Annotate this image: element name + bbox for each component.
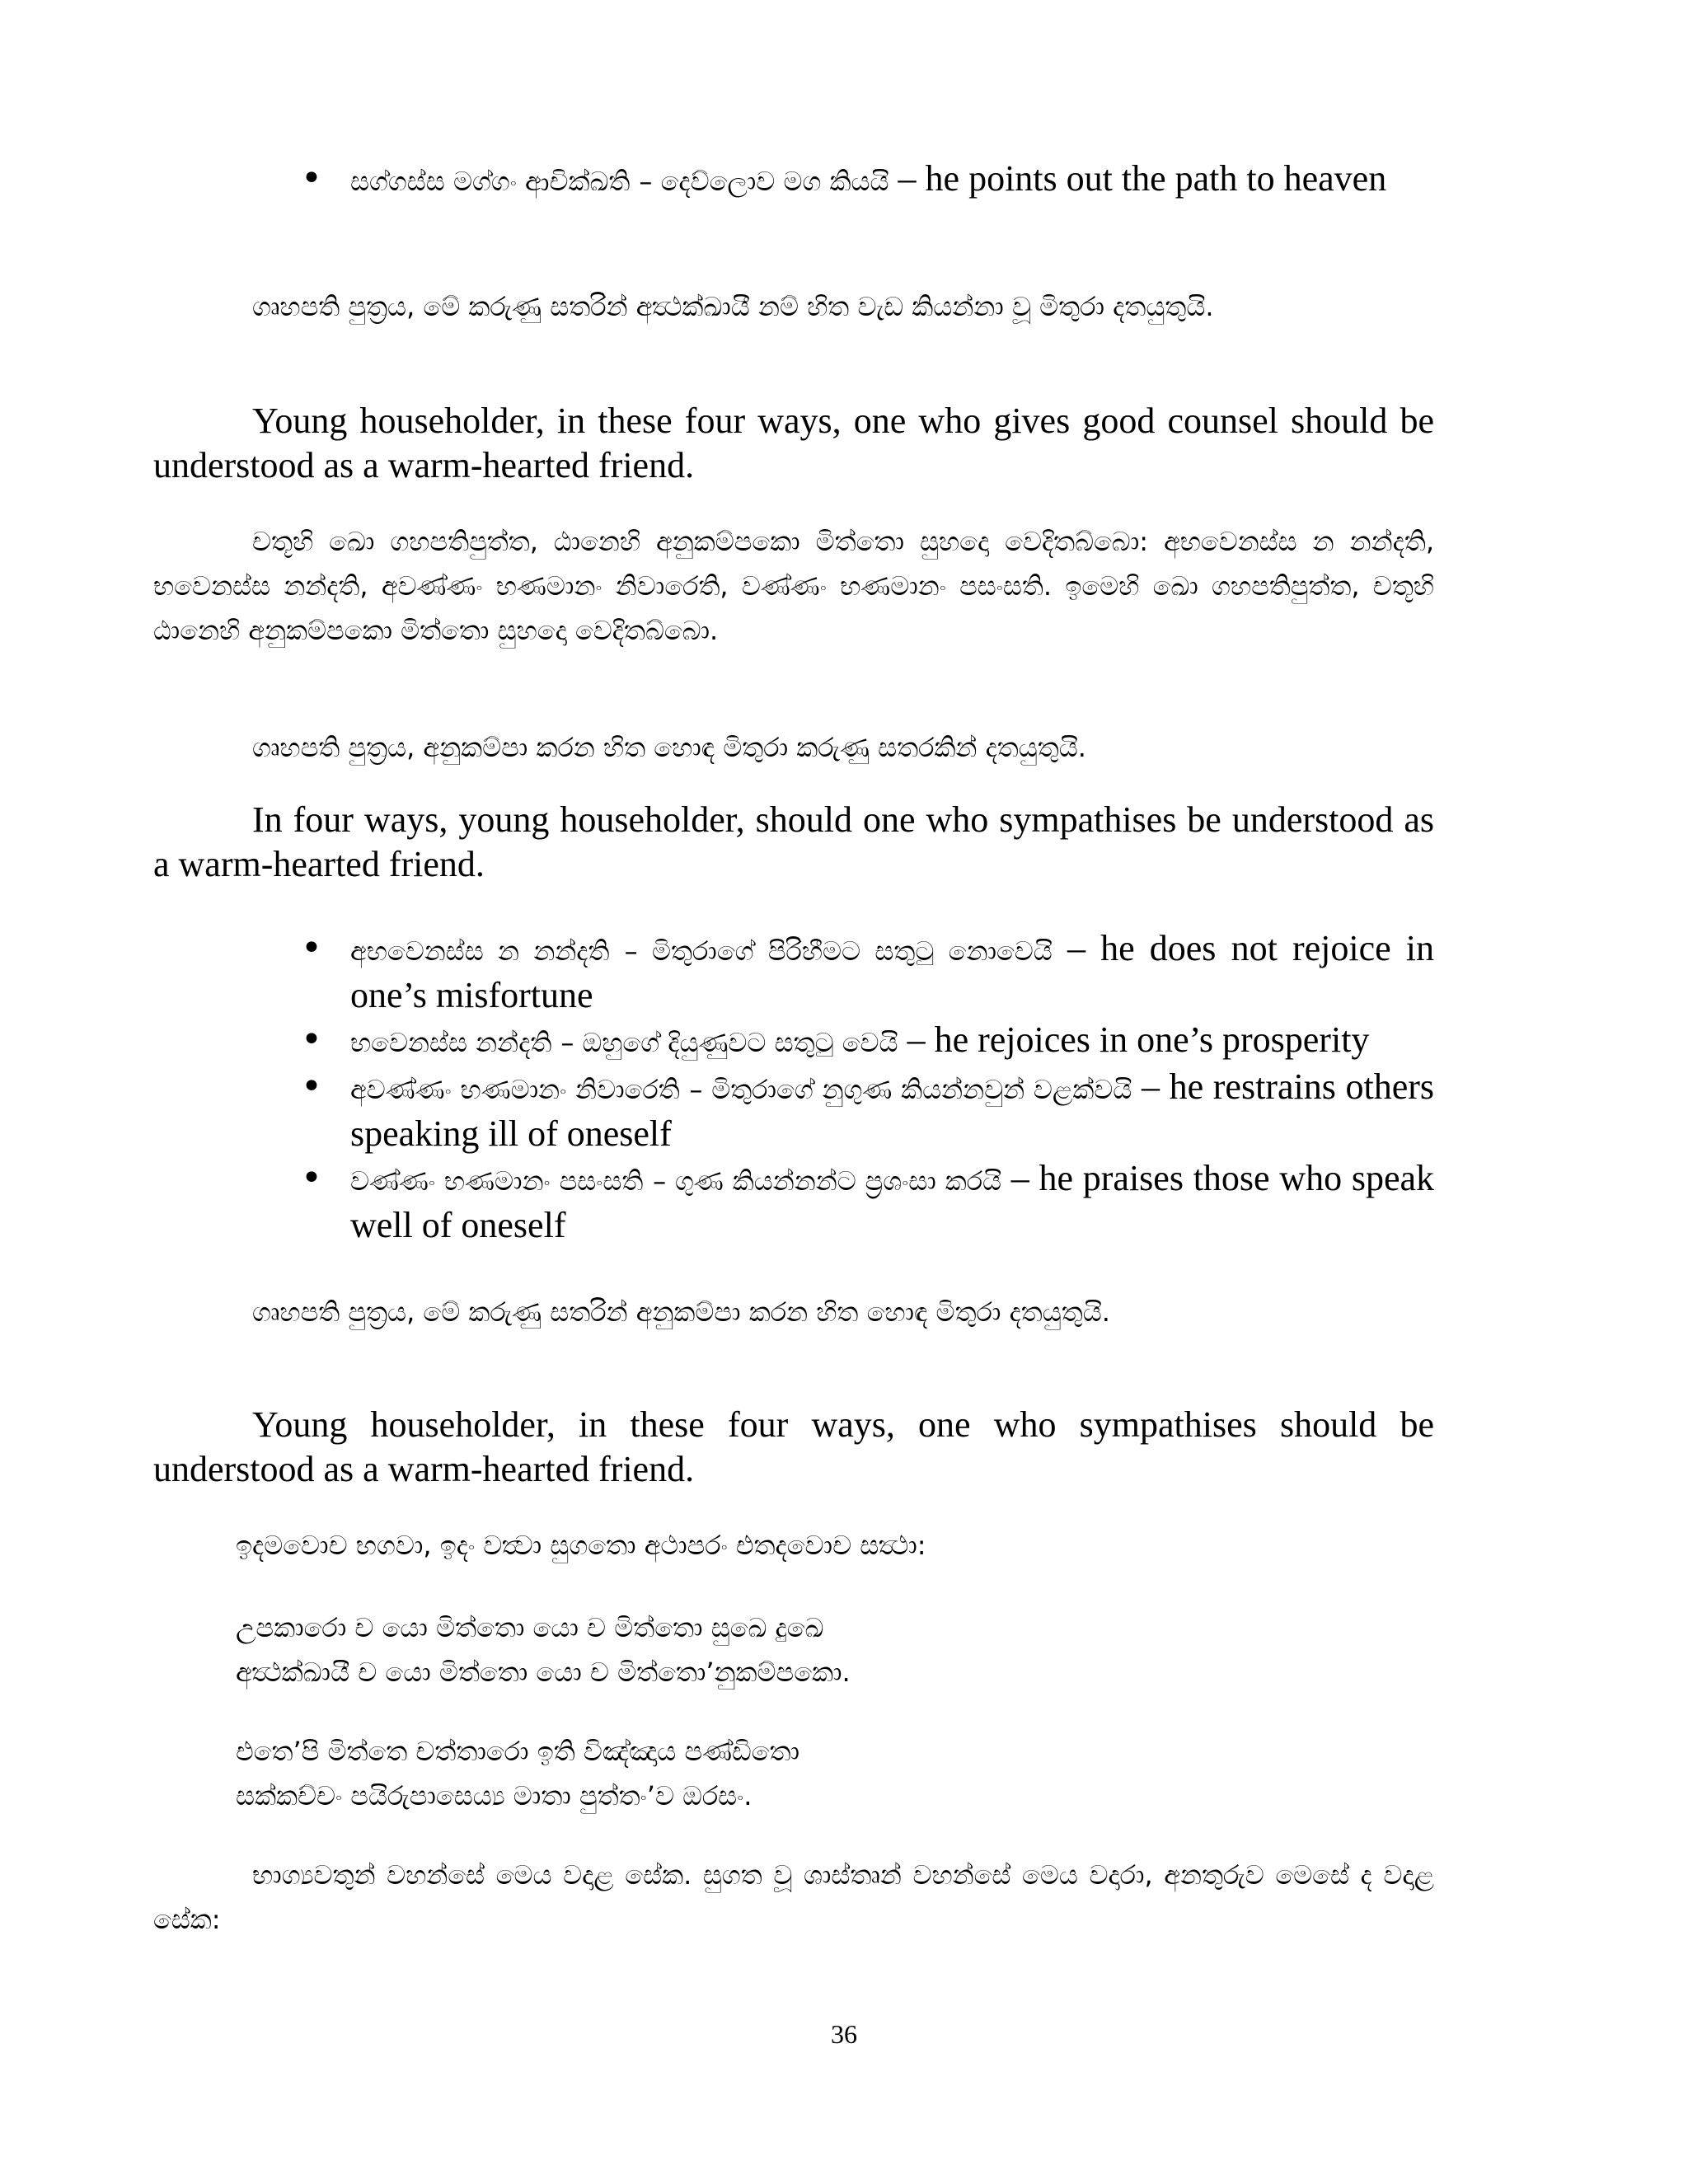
paragraph-sinhala-2: ගෘහපති පුත්‍රය, අනුකම්පා කරන හිත හොඳ මිතුරා කරුණු සතරකින් දතයුතුයි. xyxy=(252,732,1086,763)
bullet-english: he restrains others speaking ill of oneself xyxy=(350,1066,1435,1154)
paragraph-english-3: Young householder, in these four ways, one who sympathises should be understood as a warm-hearted friend. xyxy=(153,1404,1434,1489)
bullet-sinhala: ඔහුගේ දියුණුවට සතුටු වෙයි xyxy=(582,1027,898,1058)
bullet-pali: අවණ්ණං භණමානං නිවාරෙති xyxy=(350,1074,680,1105)
verse-line: සක්කච්චං පයිරුපාසෙය්‍ය මාතා පුත්තං’ව ඔරසං. xyxy=(236,1780,753,1811)
bullet-item: • සග්ගස්ස මග්ගං ආචික්ඛති – දෙව්ලොව මග කියයි – he points out the path to heaven xyxy=(301,157,1434,204)
bullet-sinhala: මිතුරාගේ නුගුණ කියන්නවුන් වළක්වයි xyxy=(711,1074,1132,1105)
paragraph-sinhala-1: ගෘහපති පුත්‍රය, මේ කරුණු සතරින් අත්‍ථක්ඛායී නම් හිත වැඩ කියන්නා වූ මිතුරා දතයුතුයි. xyxy=(252,291,1214,322)
bullet-pali: භවෙනස්ස නන්දති xyxy=(350,1027,552,1058)
page-number: 36 xyxy=(831,2019,857,2049)
bullet-sinhala: දෙව්ලොව මග කියයි xyxy=(660,166,889,197)
verse-line: උපකාරො ච යො මිත්තො යො ච මිත්තො සුඛෙ දුඛෙ xyxy=(236,1612,824,1643)
bullet-english: he does not rejoice in one’s misfortune xyxy=(350,928,1435,1015)
paragraph-english-1: Young householder, in these four ways, one who gives good counsel should be understood as a warm-hearted friend. xyxy=(153,401,1434,485)
bullet-english: he points out the path to heaven xyxy=(925,158,1387,199)
bullet-pali: අභවෙනස්ස න නන්දති xyxy=(350,935,610,967)
bullet-item: • වණ්ණං භණමානං පසංසති – ගුණ කියන්නන්ට ප්‍රශංසා කරයි – he praises those who speak well of oneself xyxy=(301,1156,1434,1248)
paragraph-english-2: In four ways, young householder, should one who sympathises be understood as a warm-hearted friend. xyxy=(153,799,1434,884)
verse-line: අත්‍ථක්ඛායී ච යො මිත්තො යො ච මිත්තො’නුකම්පකො. xyxy=(236,1657,851,1688)
bullet-english: he rejoices in one’s prosperity xyxy=(934,1019,1370,1060)
bullet-item: • භවෙනස්ස නන්දති – ඔහුගේ දියුණුවට සතුටු වෙයි – he rejoices in one’s prosperity xyxy=(301,1018,1434,1065)
verse-line: එතෙ’පි මිත්තෙ චත්තාරො ඉති විඤ්ඤාය පණ්ඩිතො xyxy=(236,1736,800,1767)
bullet-english: he praises those who speak well of oneself xyxy=(350,1158,1434,1245)
bullet-list-mid xyxy=(301,926,1434,1248)
bullet-sinhala: මිතුරාගේ පිරිහීමට සතුටු නොවෙයි xyxy=(651,935,1053,967)
bullet-item: • අවණ්ණං භණමානං නිවාරෙති – මිතුරාගේ නුගුණ කියන්නවුන් වළක්වයි – he restrains others speaking ill of oneself xyxy=(301,1065,1434,1156)
bullet-item: • අභවෙනස්ස න නන්දති – මිතුරාගේ පිරිහීමට සතුටු නොවෙයි – he does not rejoice in one’s misfortune xyxy=(301,926,1434,1018)
bullet-pali: සග්ගස්ස මග්ගං ආචික්ඛති xyxy=(350,166,631,197)
paragraph-pali-2: චතූහි ඛො ගහපතිපුත්ත, ඨානෙහි අනුකම්පකො මිත්තො සුහදො වෙදිතබ්බො: අභවෙනස්ස න නන්දති, භවෙනස්ස නන්දති, අවණ්ණං භණමානං නිවාරෙති, වණ්ණං භණමානං පසංසති. ඉමෙහි ඛො ගහපතිපුත්ත, චතූහි ඨානෙහි අනුකම්පකො මිත්තො සුහදො වෙදිතබ්බො. xyxy=(153,526,1434,646)
bullet-sinhala: ගුණ කියන්නන්ට ප්‍රශංසා කරයි xyxy=(675,1165,1002,1197)
bullet-list-top xyxy=(301,157,1434,204)
paragraph-sinhala-3: ගෘහපති පුත්‍රය, මේ කරුණු සතරින් අනුකම්පා කරන හිත හොඳ මිතුරා දතයුතුයි. xyxy=(252,1296,1110,1328)
paragraph-sinhala-4: භාග්‍යවතුන් වහන්සේ මෙය වදාළ සේක. සුගත වූ ශාස්තෘන් වහන්සේ මෙය වදාරා, අනතුරුව මෙසේ ද වදාළ සේක: xyxy=(153,1859,1434,1935)
bullet-pali: වණ්ණං භණමානං පසංසති xyxy=(350,1165,644,1197)
verse-stanza-1 xyxy=(236,1605,1434,1694)
verse-intro: ඉදමවොච භගවා, ඉදං වත්‍වා සුගතො අථාපරං එතදවොච සත්‍ථා: xyxy=(236,1530,926,1561)
verse-stanza-2 xyxy=(236,1729,1434,1818)
